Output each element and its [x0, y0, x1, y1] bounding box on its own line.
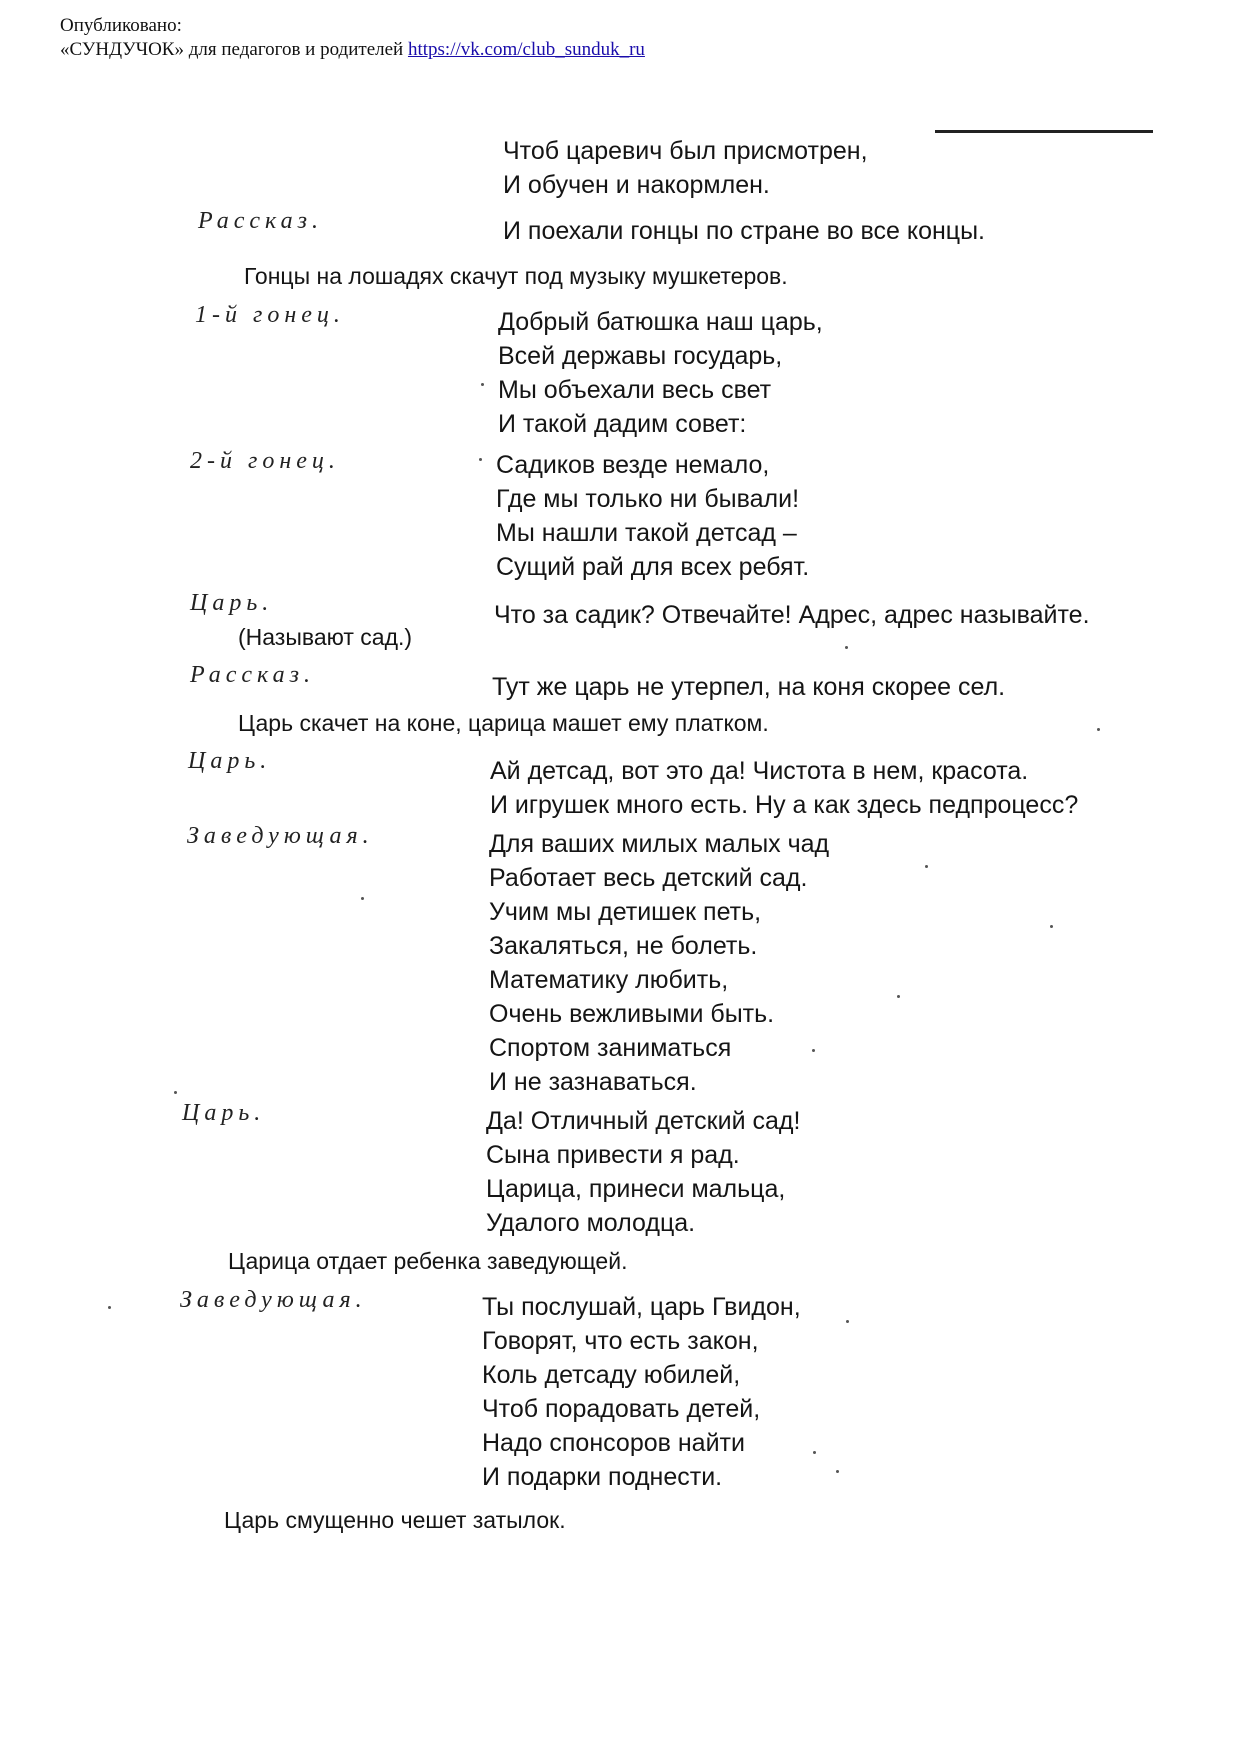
- scan-speck: [925, 865, 928, 868]
- verse-line: Где мы только ни бывали!: [496, 485, 800, 513]
- verse-line: Царица, принеси мальца,: [486, 1175, 786, 1203]
- scan-speck: [361, 897, 364, 900]
- scan-speck: [1050, 925, 1053, 928]
- verse-line: Ты послушай, царь Гвидон,: [482, 1293, 801, 1321]
- speaker-narrator: Рассказ.: [190, 662, 316, 688]
- tsar-verse: [494, 598, 1090, 632]
- verse-line: Чтоб порадовать детей,: [482, 1395, 761, 1423]
- narrator-verse: [503, 214, 985, 248]
- verse-line: Говорят, что есть закон,: [482, 1327, 759, 1355]
- stage-direction: Гонцы на лошадях скачут под музыку мушкетеров.: [244, 263, 788, 289]
- verse-line: Ай детсад, вот это да! Чистота в нем, красота.: [490, 757, 1029, 785]
- messenger-2-verse: [496, 448, 809, 584]
- scan-speck: [481, 383, 484, 386]
- intro-verse: [503, 134, 868, 202]
- verse-line: Садиков везде немало,: [496, 451, 770, 479]
- verse-line: Удалого молодца.: [486, 1209, 696, 1237]
- vk-club-link[interactable]: https://vk.com/club_sunduk_ru: [407, 39, 645, 60]
- speaker-headmistress: Заведующая.: [180, 1287, 367, 1313]
- scan-speck: [897, 995, 900, 998]
- verse-line: Очень вежливыми быть.: [489, 1000, 775, 1028]
- verse-line: Что за садик? Отвечайте! Адрес, адрес называйте.: [494, 601, 1090, 629]
- headmistress-verse: [482, 1290, 801, 1494]
- stage-direction: (Называют сад.): [238, 624, 413, 650]
- scan-speck: [845, 646, 848, 649]
- verse-line: И подарки поднести.: [482, 1463, 723, 1491]
- verse-line: Сына привести я рад.: [486, 1141, 740, 1169]
- scan-speck: [479, 458, 482, 461]
- messenger-1-verse: [498, 305, 823, 441]
- verse-line: И такой дадим совет:: [498, 410, 747, 438]
- scan-speck: [813, 1451, 816, 1454]
- verse-line: Мы нашли такой детсад –: [496, 519, 797, 547]
- verse-line: Спортом заниматься: [489, 1034, 732, 1062]
- verse-line: Чтоб царевич был присмотрен,: [503, 137, 868, 165]
- speaker-headmistress: Заведующая.: [187, 823, 374, 849]
- speaker-messenger-1: 1-й гонец.: [195, 302, 345, 328]
- verse-line: Всей державы государь,: [498, 342, 783, 370]
- verse-line: И обучен и накормлен.: [503, 171, 770, 199]
- stage-direction: Царь смущенно чешет затылок.: [224, 1507, 566, 1533]
- verse-line: Тут же царь не утерпел, на коня скорее сел.: [492, 673, 1006, 701]
- stage-direction: Царица отдает ребенка заведующей.: [228, 1248, 628, 1274]
- speaker-narrator: Рассказ.: [198, 208, 324, 234]
- verse-line: Математику любить,: [489, 966, 729, 994]
- published-label: Опубликовано:: [60, 15, 182, 36]
- verse-line: Работает весь детский сад.: [489, 864, 808, 892]
- verse-line: Надо спонсоров найти: [482, 1429, 745, 1457]
- verse-line: Коль детсаду юбилей,: [482, 1361, 741, 1389]
- scan-speck: [174, 1091, 177, 1094]
- verse-line: И игрушек много есть. Ну а как здесь педпроцесс?: [490, 791, 1079, 819]
- verse-line: Для ваших милых малых чад: [489, 830, 830, 858]
- scan-speck: [836, 1470, 839, 1473]
- speaker-messenger-2: 2-й гонец.: [190, 448, 340, 474]
- verse-line: Закаляться, не болеть.: [489, 932, 758, 960]
- verse-line: Да! Отличный детский сад!: [486, 1107, 801, 1135]
- verse-line: Мы объехали весь свет: [498, 376, 772, 404]
- verse-line: Добрый батюшка наш царь,: [498, 308, 823, 336]
- speaker-tsar: Царь.: [190, 590, 274, 616]
- verse-line: Учим мы детишек петь,: [489, 898, 762, 926]
- speaker-tsar: Царь.: [182, 1100, 266, 1126]
- scan-speck: [1097, 728, 1100, 731]
- headmistress-verse: [489, 827, 829, 1099]
- tsar-verse: [486, 1104, 800, 1240]
- narrator-verse: [492, 670, 1005, 704]
- scan-speck: [108, 1306, 111, 1309]
- scan-speck: [812, 1049, 815, 1052]
- tsar-verse: [490, 754, 1078, 822]
- stage-direction: Царь скачет на коне, царица машет ему платком.: [238, 710, 769, 736]
- verse-line: И не зазнаваться.: [489, 1068, 697, 1096]
- verse-line: И поехали гонцы по стране во все концы.: [503, 217, 986, 245]
- verse-line: Сущий рай для всех ребят.: [496, 553, 810, 581]
- speaker-tsar: Царь.: [188, 748, 272, 774]
- publisher-name: «СУНДУЧОК» для педагогов и родителей: [60, 39, 408, 60]
- scan-speck: [846, 1320, 849, 1323]
